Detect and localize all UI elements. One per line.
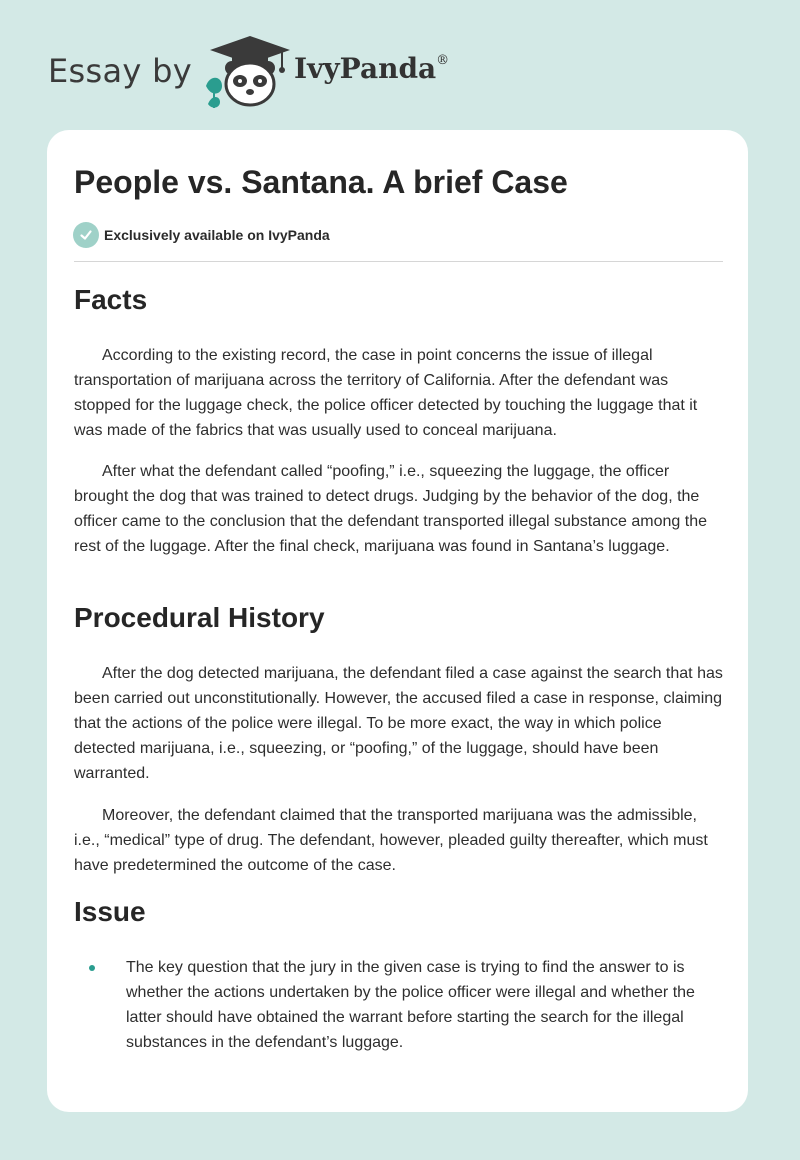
brand-name <box>294 52 449 85</box>
divider <box>74 261 723 262</box>
paragraph: Moreover, the defendant claimed that the transported marijuana was the admissible, i.e., “medical” type of drug. The defendant, however, pleaded guilty thereafter, which must have predetermined the outcome of the case. <box>74 807 708 874</box>
section-heading-procedural-history: Procedural History <box>74 602 325 633</box>
registered-mark: ® <box>436 52 450 68</box>
exclusive-badge <box>73 221 330 249</box>
check-circle-icon <box>73 222 99 248</box>
paragraph: According to the existing record, the case in point concerns the issue of illegal transportation of marijuana across the territory of California. After the defendant was stopped for the luggage check, the police officer detected by touching the luggage that it was made of the fabrics that was usually used to conceal marijuana. <box>74 347 698 439</box>
section-heading-issue: Issue <box>74 896 146 927</box>
issue-bullet-list <box>74 955 724 1055</box>
paragraph: After what the defendant called “poofing,” i.e., squeezing the luggage, the officer brought the dog that was trained to detect drugs. Judging by the behavior of the dog, the officer came to the conclusion that the defendant transported illegal substance among the rest of the luggage. After the final check, marijuana was found in Santana’s luggage. <box>74 463 707 555</box>
exclusive-text: Exclusively available on IvyPanda <box>104 227 330 243</box>
brand-header[interactable] <box>48 34 508 114</box>
bullet-text: The key question that the jury in the given case is trying to find the answer to is whether the actions undertaken by the police officer were illegal and whether the latter should have obtained the warrant before starting the search for the illegal substances in the defendant’s luggage. <box>126 959 695 1051</box>
graduation-cap-panda-icon <box>202 34 298 110</box>
section-heading-facts: Facts <box>74 284 148 315</box>
brand-prefix: Essay by <box>48 52 192 90</box>
essay-card <box>47 130 748 1112</box>
bullet-dot-icon <box>89 965 95 971</box>
paragraph: After the dog detected marijuana, the defendant filed a case against the search that has been carried out unconstitutionally. However, the accused filed a case in response, claiming that the actions of the police were illegal. To be more exact, the way in which police detected marijuana, i.e., squeezing, or “poofing,” of the luggage, should have been warranted. <box>74 665 723 782</box>
list-item <box>74 955 724 1055</box>
page-title: People vs. Santana. A brief Case <box>74 164 568 200</box>
brand-name-text: IvyPanda <box>294 52 437 85</box>
